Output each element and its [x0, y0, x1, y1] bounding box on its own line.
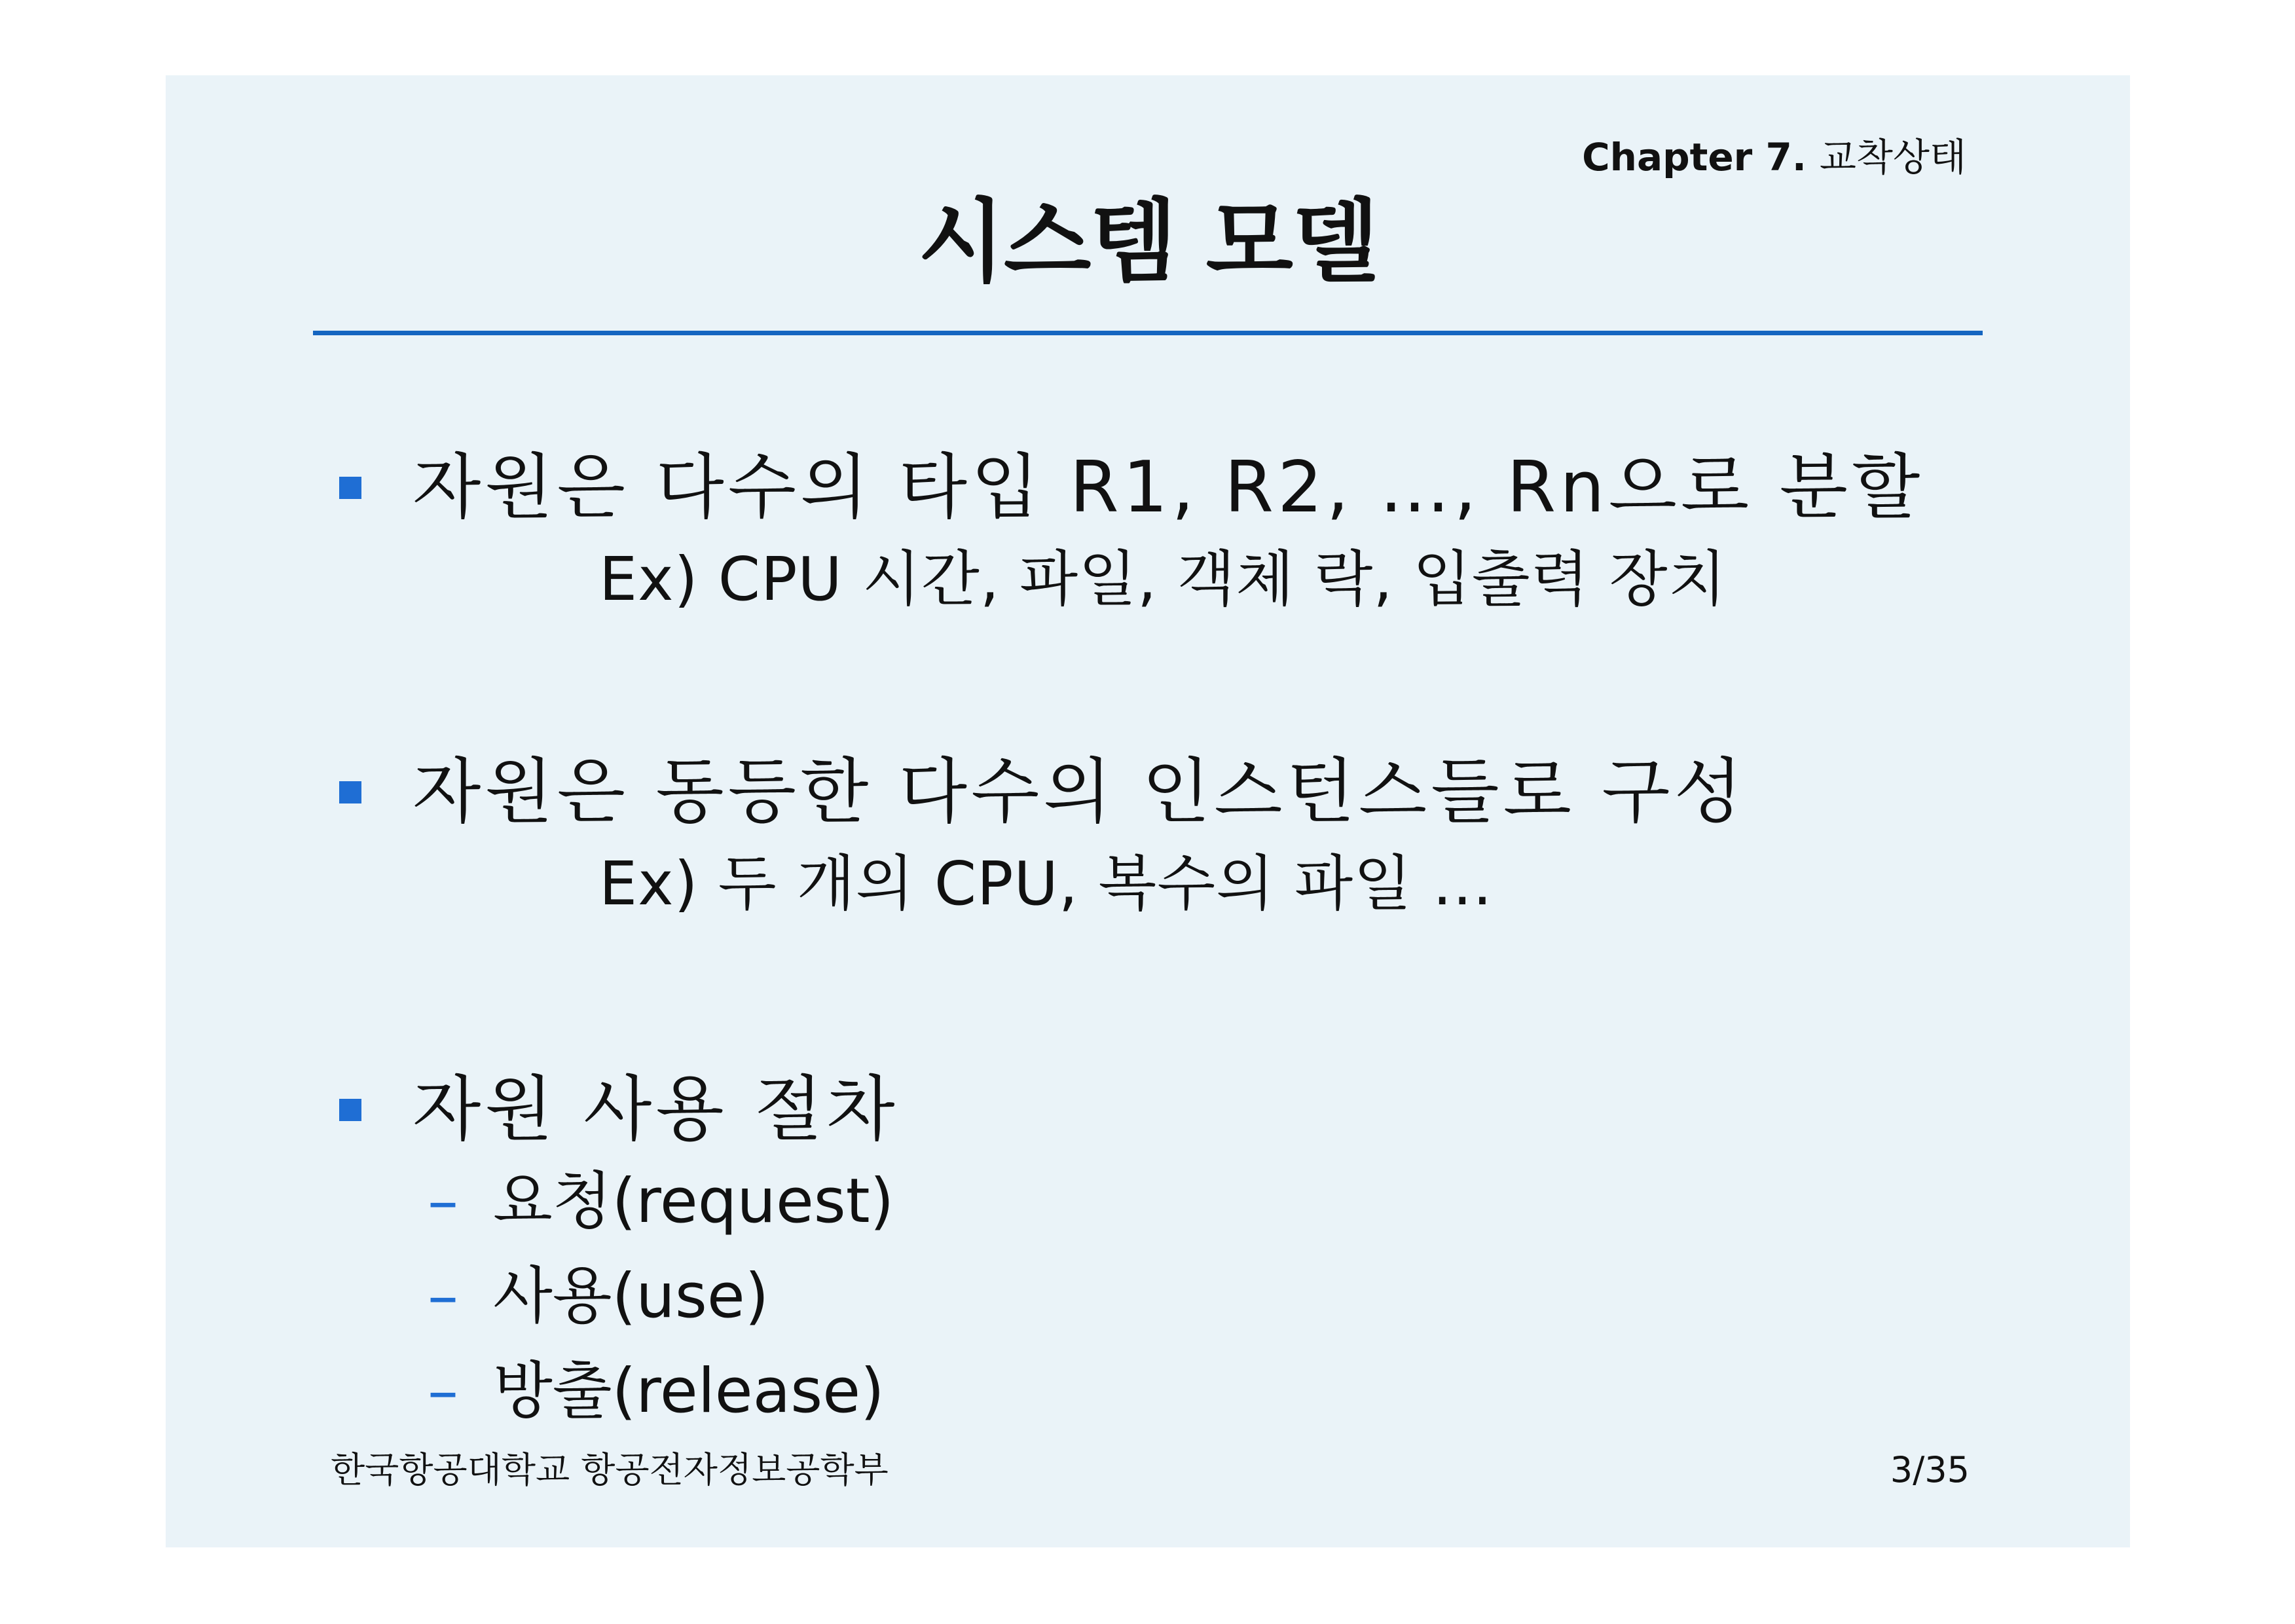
square-bullet-icon	[339, 781, 361, 803]
slide-title: 시스템 모델	[917, 189, 1378, 295]
bullet-example: Ex) CPU 시간, 파일, 객체 락, 입출력 장치	[599, 544, 1727, 614]
page-number: 3/35	[1890, 1449, 1970, 1490]
chapter-label: Chapter 7.	[1582, 135, 1807, 179]
chapter-header	[1582, 128, 1966, 187]
dash-icon: –	[428, 1356, 458, 1427]
sub-item-release	[428, 1352, 885, 1431]
slide	[166, 75, 2130, 1547]
chapter-title: 교착상태	[1819, 135, 1966, 179]
sub-item-text: 요청(request)	[493, 1166, 894, 1237]
square-bullet-icon	[339, 477, 361, 499]
bullet-text: 자원 사용 절차	[413, 1069, 899, 1151]
bullet-example: Ex) 두 개의 CPU, 복수의 파일 …	[599, 849, 1494, 919]
sub-item-text: 사용(use)	[493, 1261, 769, 1332]
dash-icon: –	[428, 1166, 458, 1237]
sub-item-text: 방출(release)	[493, 1356, 885, 1427]
bullet-text: 자원은 동등한 다수의 인스턴스들로 구성	[413, 751, 1746, 833]
sub-item-use	[428, 1257, 769, 1336]
bullet-text: 자원은 다수의 타입 R1, R2, …, Rn으로 분할	[413, 447, 1924, 528]
title-underline	[313, 331, 1983, 335]
square-bullet-icon	[339, 1099, 361, 1121]
dash-icon: –	[428, 1261, 458, 1332]
footer-organization: 한국항공대학교 항공전자정보공학부	[331, 1449, 889, 1490]
sub-item-request	[428, 1162, 894, 1241]
